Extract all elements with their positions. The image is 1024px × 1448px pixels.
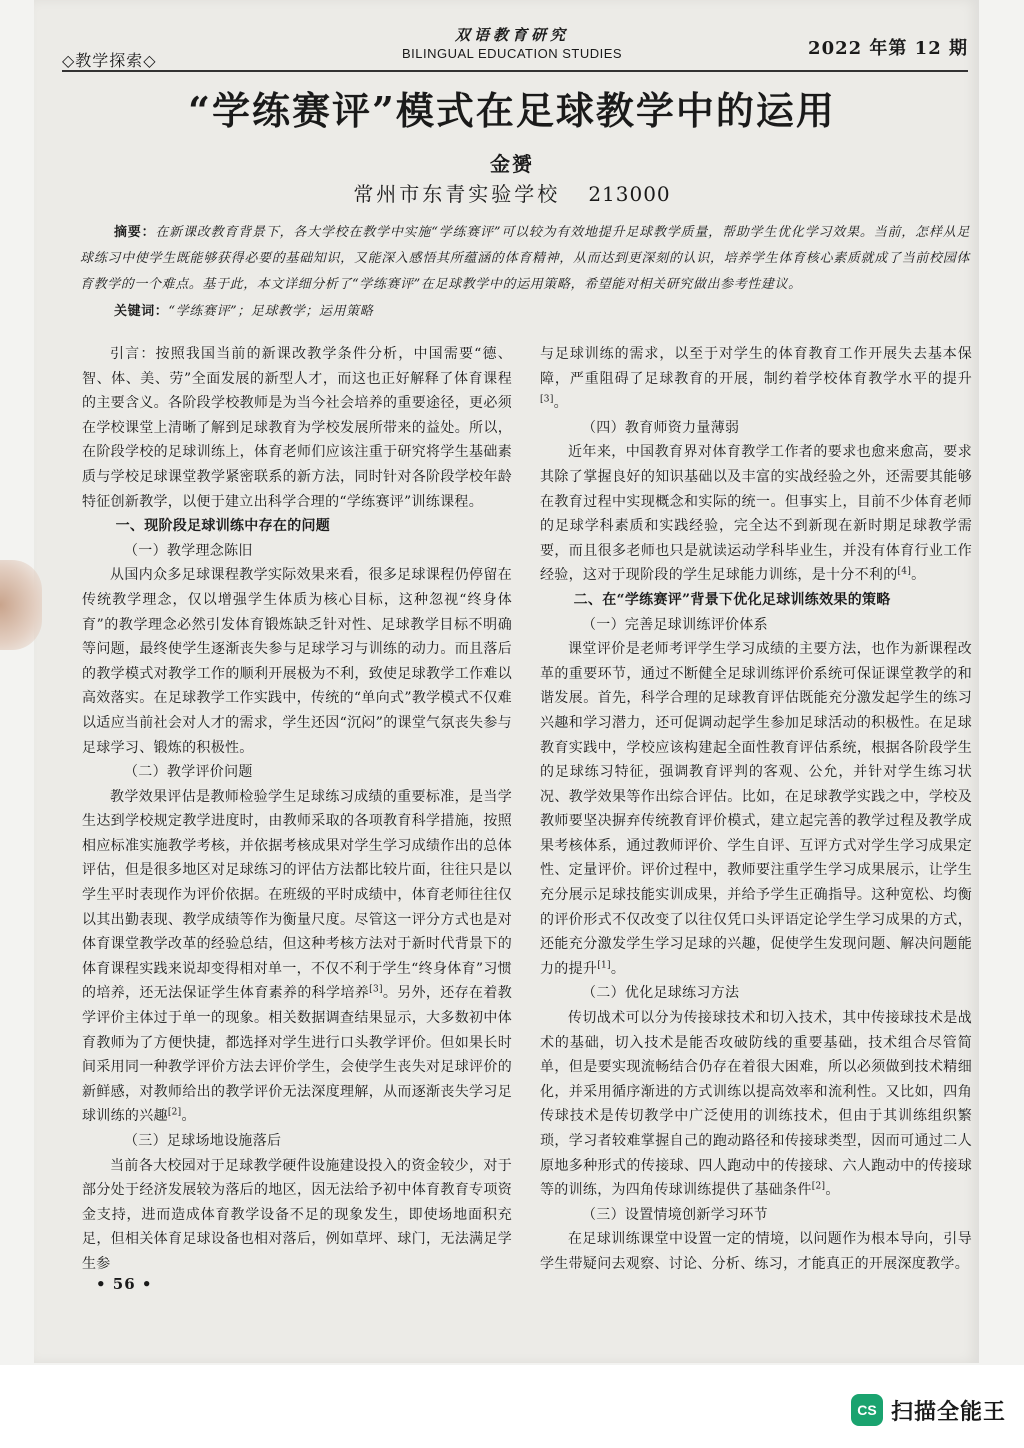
paragraph-2-2: 传切战术可以分为传接球技术和切入技术，其中传接球技术是战术的基础，切入技术是能否攻破防线的重要基础，技术组合尽管简单，但是要实现流畅结合仍存在着很大困难，所以必须做到技术精细化，并采用循序渐进的方式训练以提高效率和流利性。又比如，四角传球技术是传切教学中广泛使用的训练技术，但由于其训练组织繁琐，学习者较难掌握自己的跑动路径和传接球类型，因而可通过二人原地多种形式的传接球、四人跑动中的传接球、六人跑动中的传接球等的训练，为四角传球训练提供了基础条件[2]。: [540, 1010, 972, 1199]
abstract-label: 摘要：: [114, 225, 156, 240]
svg-text:CS: CS: [857, 1402, 877, 1418]
journal-name-en: BILINGUAL EDUCATION STUDIES: [401, 46, 623, 61]
keywords-text: “学练赛评”；足球教学；运用策略: [168, 304, 374, 319]
heading-2-2: （二）优化足球练习方法: [582, 985, 740, 1002]
citation: [1]: [597, 960, 611, 971]
affiliation-postcode: 213000: [588, 182, 671, 206]
cs-letters-icon: [855, 1400, 879, 1420]
heading-section-2: 二、在“学练赛评”背景下优化足球训练效果的策略: [573, 591, 891, 608]
heading-1-2: （二）教学评价问题: [124, 764, 253, 781]
paragraph-1-3: 当前各大校园对于足球教学硬件设施建设投入的资金较少，对于部分处于经济发展较为落后的地区，因无法给予初中体育教育专项资金支持，进而造成体育教学设备不足的现象发生，即使场地面积充足，但相关体育足球设备也相对落后，例如草坪、球门，无法满足学生参: [82, 1157, 512, 1272]
paragraph-2-1: 课堂评价是老师考评学生学习成绩的主要方法，也作为新课程改革的重要环节，通过不断健全足球训练评价系统可保证课堂教学的和谐发展。首先，科学合理的足球教育评估既能充分激发起学生的练习兴趣和学习潜力，还可促调动起学生参加足球活动的积极性。在足球教育实践中，学校应该构建起全面性教育评估系统，根据各阶段学生的足球练习特征，强调教育评判的客观、公允，并针对学生练习状况、教学效果等作出综合评估。比如，在足球教学实践之中，学校及教师要坚决摒弃传统教育评价模式，建立起完善的教学过程及教学成果考核体系，通过教师评价、学生自评、互评方式对学生学习成果定性、定量评价。评价过程中，教师要注重学生学习成果展示，让学生充分展示足球技能实训成果，并给予学生正确指导。这种宽松、均衡的评价形式不仅改变了以往仅凭口头评语定论学生学习成果的方式，还能充分激发学生学习足球的兴趣，促使学生发现问题、解决问题能力的提升[1]。: [540, 641, 972, 977]
paragraph-1-4: 近年来，中国教育界对体育教学工作者的要求也愈来愈高，要求其除了掌握良好的知识基础以及丰富的实战经验之外，还需要其能够在教育过程中实现概念和实际的统一。但事实上，目前不少体育老师的足球学科素质和实践经验，完全达不到新现在新时期足球教学需要，而且很多老师也只是就读运动学科毕业生，并没有体育行业工作经验，这对于现阶段的学生足球能力训练，是十分不利的[4]。: [540, 444, 972, 584]
intro-paragraph: 引言：按照我国当前的新课改教学条件分析，中国需要“德、智、体、美、劳”全面发展的新型人才，而这也正好解释了体育课程的主要含义。各阶段学校教师是为当今社会培养的重要途径，更必须在学校课堂上清晰了解到足球教育为学校发展所带来的益处。所以，在阶段学校的足球训练上，体育老师们应该注重于研究将学生基础素质与学校足球课堂教学紧密联系的新方法，同时针对各阶段学校年龄特征创新教学，以便于建立出科学合理的“学练赛评”训练课程。: [82, 346, 512, 510]
section-label: ◇教学探索◇: [62, 51, 157, 70]
citation: [3]: [369, 984, 383, 995]
journal-name-cn: 双语教育研究: [454, 26, 569, 44]
paragraph-1-2: 教学效果评估是教师检验学生足球练习成绩的重要标准，是当学生达到学校规定教学进度时，由教师采取的各项教育科学措施，按照相应标准实施教学考核，并依据考核成果对学生学习成绩作出的总体评估，但是很多地区对足球练习的评估方法都比较片面，往往只是以学生平时表现作为评价依据。在班级的平时成绩中，体育老师往往仅以其出勤表现、教学成绩等作为衡量尺度。尽管这一评分方式也是对体育课堂教学改革的经验总结，但这种考核方法对于新时代背景下的体育课程实践来说却变得相对单一，不仅不利于学生“终身体育”习惯的培养，还无法保证学生体育素养的科学培养[3]。另外，还存在着教学评价主体过于单一的现象。相关数据调查结果显示，大多数初中体育教师为了方便快捷，都选择对学生进行口头教学评价。但如果长时间采用同一种教学评价方法去评价学生，会使学生丧失对足球评价的新鲜感，对教师给出的教学评价无法深度理解，从而逐渐丧失学习足球训练的兴趣[2]。: [82, 788, 513, 1125]
paragraph-2-3: 在足球训练课堂中设置一定的情境，以问题作为根本导向，引导学生带疑问去观察、讨论、分析、练习，才能真正的开展深度教学。: [540, 1231, 972, 1272]
article-title: “学练赛评”模式在足球教学中的运用: [188, 88, 836, 133]
article-author: 金赟: [490, 152, 534, 176]
heading-section-1: 一、现阶段足球训练中存在的问题: [115, 518, 331, 535]
abstract: [80, 220, 970, 298]
author-affiliation: [0, 178, 1024, 207]
abstract-text: 在新课改教育背景下，各大学校在教学中实施“学练赛评”可以较为有效地提升足球教学质量，帮助学生优化学习效果。当前，怎样从足球练习中使学生既能够获得必要的基础知识，又能深入感悟其所蕴涵的体育精神，从而达到更深刻的认识，培养学生体育核心素质就成了当前校园体育教学的一个难点。基于此，本文详细分析了“学练赛评”在足球教学中的运用策略，希望能对相关研究做出参考性建议。: [80, 225, 970, 292]
finger-shadow: [0, 560, 42, 650]
citation: [3]: [540, 394, 554, 405]
paragraph-1-1: 从国内众多足球课程教学实际效果来看，很多足球课程仍停留在传统教学理念，仅以增强学生体质为核心目标，这种忽视“终身体育”的教学理念必然引发体育锻炼缺乏针对性、足球教学目标不明确等问题，最终使学生逐渐丧失参与足球学习与训练的动力。而且落后的教学模式对教学工作的顺利开展极为不利，致使足球教学工作难以高效落实。在足球教学工作实践中，传统的“单向式”教学模式不仅难以适应当前社会对人才的需求，学生还因“沉闷”的课堂气氛丧失参与足球学习、锻炼的积极性。: [82, 567, 512, 756]
issue-label: 2022 年第 12 期: [808, 38, 968, 59]
heading-1-4: （四）教育师资力量薄弱: [582, 419, 740, 436]
citation: [4]: [897, 566, 912, 577]
heading-1-3: （三）足球场地设施落后: [124, 1133, 282, 1149]
heading-2-1: （一）完善足球训练评价体系: [582, 616, 768, 633]
scanner-watermark: [851, 1393, 1006, 1427]
page-number: • 56 •: [96, 1275, 153, 1293]
watermark-app-name: 扫描全能王: [890, 1398, 1006, 1424]
citation: [2]: [811, 1181, 826, 1192]
heading-1-1: （一）教学理念陈旧: [124, 542, 253, 559]
heading-2-3: （三）设置情境创新学习环节: [582, 1206, 768, 1223]
citation: [2]: [167, 1107, 182, 1118]
keywords: [114, 300, 373, 319]
header-divider: [62, 70, 968, 72]
left-column: [82, 342, 512, 1277]
keywords-label: 关键词：: [114, 304, 169, 319]
camscanner-logo-icon: [851, 1394, 883, 1426]
affiliation-name: 常州市东青实验学校: [353, 182, 561, 206]
paragraph-1-3-continued: 与足球训练的需求，以至于对学生的体育教育工作开展失去基本保障，严重阻碍了足球教育的开展，制约着学校体育教学水平的提升[3]。: [540, 346, 972, 412]
right-column: [540, 342, 972, 1277]
